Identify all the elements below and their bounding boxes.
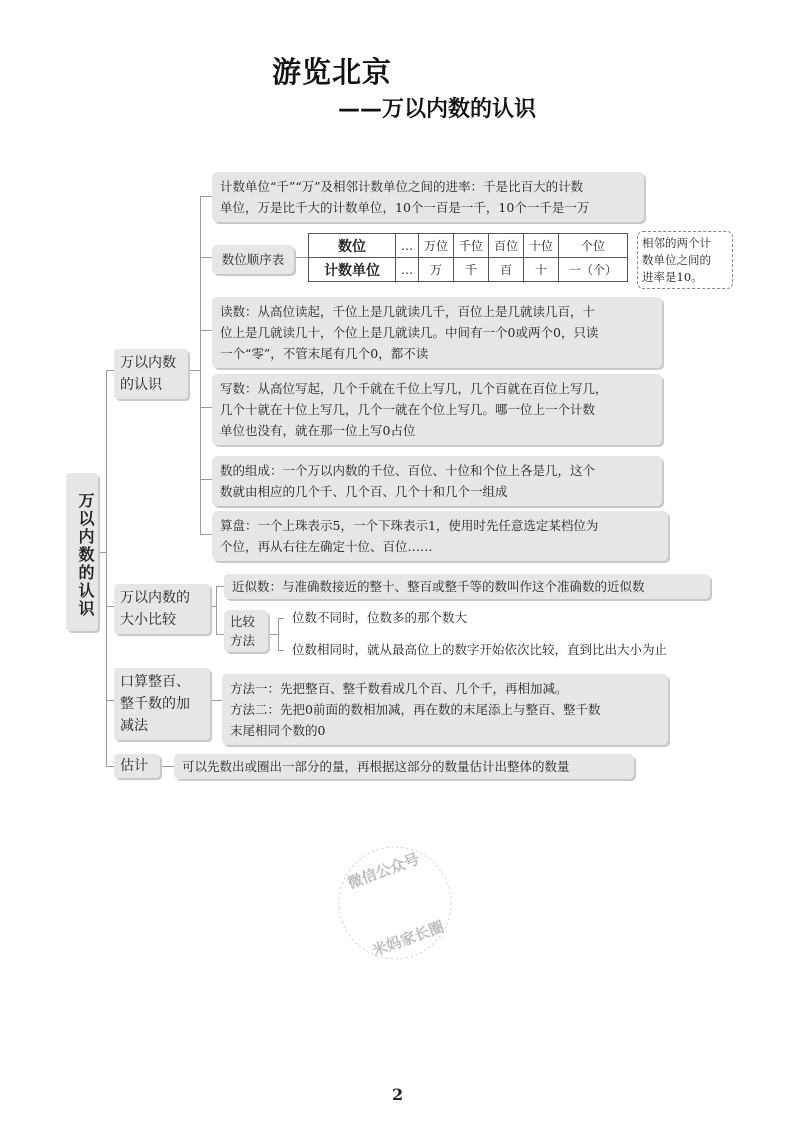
b4-out (160, 766, 174, 767)
branch-place-value (114, 349, 188, 399)
place-order-label: 数位顺序表 (212, 245, 294, 274)
method-two-line1: 方法二：先把0前面的数相加减，再在数的末尾添上与整百、整千数 (230, 702, 601, 717)
abacus-line2: 个位，再从右往左确定十位、百位…… (220, 539, 433, 554)
branch-mental-line1: 口算整百、 (120, 674, 190, 690)
methods-box (222, 674, 668, 745)
compare-item-diff-digits: 位数不同时，位数多的那个数大 (292, 610, 468, 625)
compare-trunk (278, 618, 279, 650)
writing-line3: 单位也没有，就在那一位上写0占位 (220, 423, 416, 438)
reading-line2: 位上是几就读几十，个位上是几就读几。中间有一个0或两个0，只读 (220, 325, 599, 340)
trunk-to-b1 (106, 370, 114, 371)
b2-to-approx (216, 586, 224, 587)
estimation-box: 可以先数出或圈出一部分的量，再根据这部分的数量估计出整体的数量 (174, 754, 634, 779)
table-cell: … (396, 234, 419, 258)
rate-note-line3: 进率是10。 (642, 270, 703, 284)
table-cell: 百位 (489, 234, 524, 258)
b1-to-read (200, 330, 212, 331)
compare-item1-tick (278, 618, 284, 619)
b1-to-write (200, 407, 212, 408)
rate-note (637, 231, 733, 289)
composition-box (212, 456, 662, 506)
compare-method-label (224, 610, 268, 652)
compare-item2-tick (278, 650, 284, 651)
place-to-table (294, 257, 308, 258)
branch-comparison-line2: 大小比较 (120, 612, 176, 628)
rate-note-line2: 数单位之间的 (642, 253, 711, 267)
branch-mental-arithmetic (114, 668, 210, 740)
table-cell: 十 (524, 258, 559, 282)
table-cell: 百 (489, 258, 524, 282)
main-trunk (106, 370, 107, 766)
b1-to-place (200, 257, 212, 258)
table-row (309, 258, 628, 282)
place-value-table (308, 233, 628, 282)
b1-to-abacus (200, 534, 212, 535)
table-cell: 千 (454, 258, 489, 282)
compare-label-line2: 方法 (230, 633, 256, 648)
wechat-stamp-watermark (330, 838, 460, 968)
table-cell: 万 (419, 258, 454, 282)
root-connector (98, 552, 106, 553)
reading-rule-box (212, 297, 662, 368)
table-row (309, 234, 628, 258)
table-cell: … (396, 258, 419, 282)
reading-line1: 读数：从高位读起，千位上是几就读几千，百位上是几就读几百，十 (220, 304, 596, 319)
composition-line2: 数就由相应的几个千、几个百、几个十和几个一组成 (220, 484, 508, 499)
reading-line3: 一个“零”，不管末尾有几个0，都不读 (220, 346, 429, 361)
compare-label-line1: 比较 (230, 614, 256, 629)
branch-place-value-line1: 万以内数 (120, 355, 176, 371)
composition-line1: 数的组成：一个万以内数的千位、百位、十位和个位上各是几，这个 (220, 463, 596, 478)
table-cell: 一（个） (559, 258, 628, 282)
abacus-line1: 算盘：一个上珠表示5，一个下珠表示1，使用时先任意选定某档位为 (220, 518, 599, 533)
table-row-header: 计数单位 (309, 258, 396, 282)
page-number: 2 (392, 1085, 404, 1104)
writing-rule-box (212, 374, 662, 445)
rate-note-line1: 相邻的两个计 (642, 236, 711, 250)
compare-to-item1 (268, 634, 278, 635)
trunk-to-b4 (106, 766, 114, 767)
b1-to-compose (200, 479, 212, 480)
unit-rate-line2: 单位，万是比千大的计数单位，10个一百是一千，10个一千是一万 (220, 200, 590, 215)
branch-comparison-line1: 万以内数的 (120, 590, 190, 606)
compare-item-same-digits: 位数相同时，就从最高位上的数字开始依次比较，直到比出大小为止 (292, 642, 668, 657)
trunk-to-b2 (106, 606, 114, 607)
b1-trunk (200, 196, 201, 534)
abacus-box (212, 511, 668, 561)
b1-to-unit (200, 196, 212, 197)
page-subtitle: ——万以内数的认识 (338, 97, 537, 122)
b1-out (188, 370, 200, 371)
unit-rate-line1: 计数单位“千”“万”及相邻计数单位之间的进率：千是比百大的计数 (220, 179, 584, 194)
b3-out (210, 700, 222, 701)
svg-text:米妈家长圈: 米妈家长圈 (369, 917, 447, 960)
approx-number-box: 近似数：与准确数接近的整十、整百或整千等的数叫作这个准确数的近似数 (224, 574, 710, 599)
b2-to-compare (216, 634, 224, 635)
table-cell: 个位 (559, 234, 628, 258)
table-row-header: 数位 (309, 234, 396, 258)
unit-rate-box (212, 172, 644, 222)
page-title: 游览北京 (272, 55, 393, 89)
svg-text:微信公众号: 微信公众号 (345, 849, 422, 893)
method-two-line2: 末尾相同个数的0 (230, 723, 326, 738)
table-cell: 万位 (419, 234, 454, 258)
branch-comparison (114, 584, 210, 634)
writing-line1: 写数：从高位写起，几个千就在千位上写几，几个百就在百位上写几， (220, 381, 608, 396)
branch-place-value-line2: 的认识 (120, 377, 162, 393)
branch-mental-line3: 减法 (120, 718, 148, 734)
writing-line2: 几个十就在十位上写几，几个一就在个位上写几。哪一位上一个计数 (220, 402, 596, 417)
table-cell: 千位 (454, 234, 489, 258)
branch-estimation: 估计 (114, 754, 160, 778)
table-cell: 十位 (524, 234, 559, 258)
branch-mental-line2: 整千数的加 (120, 696, 190, 712)
b2-trunk (216, 586, 217, 634)
trunk-to-b3 (106, 700, 114, 701)
method-one: 方法一：先把整百、整千数看成几个百、几个千，再相加减。 (230, 681, 568, 696)
root-topic: 万以内数的认识 (66, 473, 98, 631)
